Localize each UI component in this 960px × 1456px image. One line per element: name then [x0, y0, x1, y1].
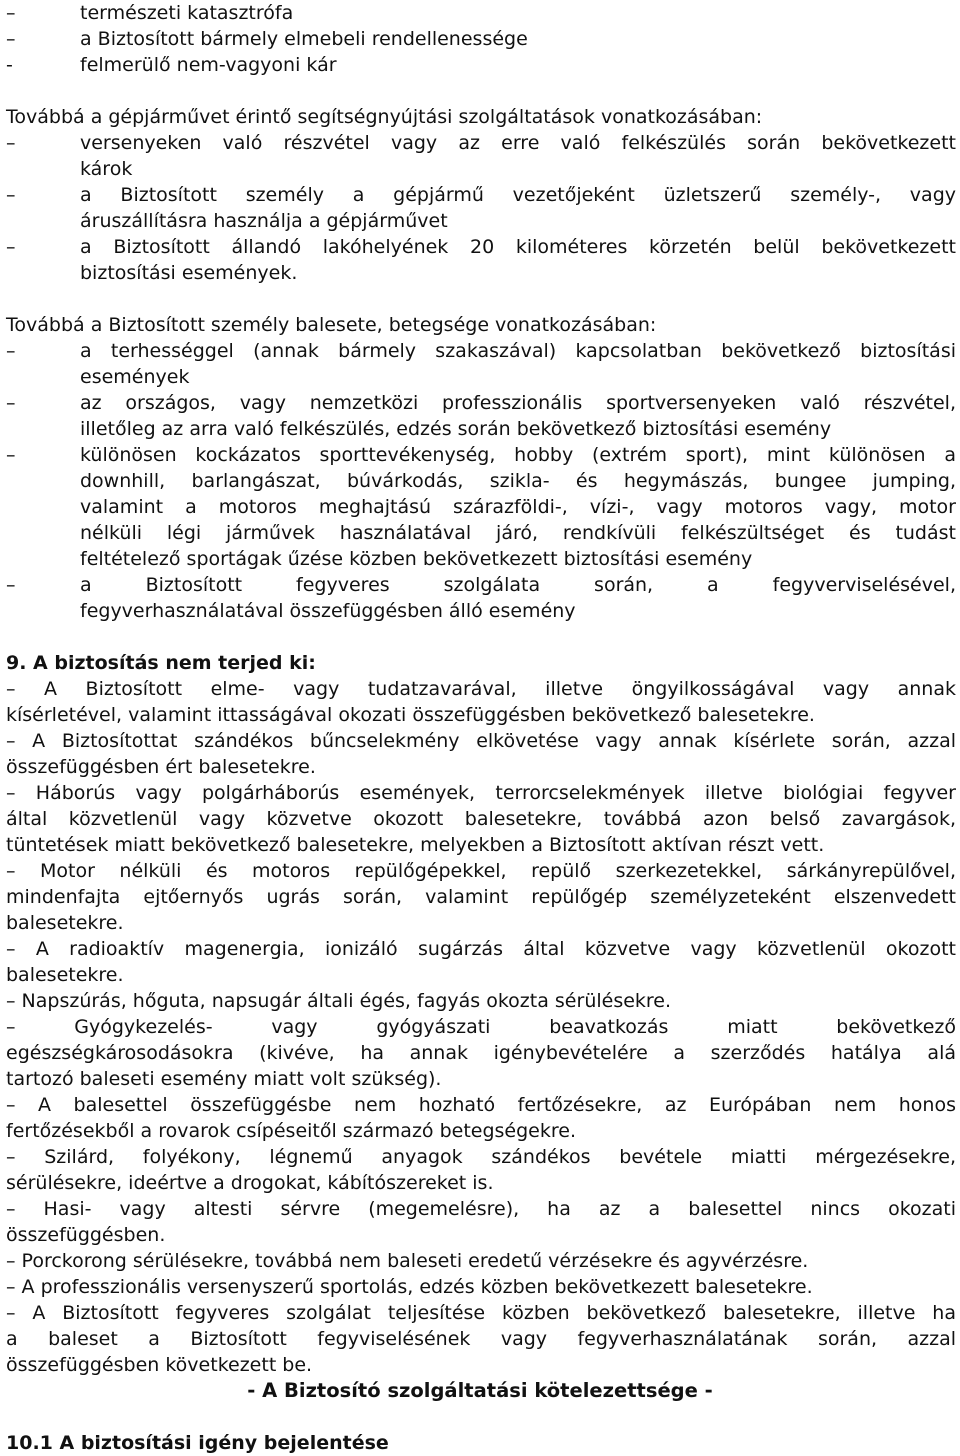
text-line: – A Biztosított elme- vagy tudatzavarával, illetve öngyilkosságával vagy annak: [6, 678, 956, 700]
text-line: valamint a motoros meghajtású szárazföldi-, vízi-, vagy motoros vagy, motor: [80, 496, 956, 518]
text-line: az országos, vagy nemzetközi professzionális sportversenyeken való részvétel,: [80, 392, 956, 414]
text-line: balesetekre.: [6, 912, 124, 934]
list-dash: –: [6, 444, 16, 466]
text-line: sérülésekre, ideértve a drogokat, kábítószereket is.: [6, 1172, 494, 1194]
text-line: összefüggésben.: [6, 1224, 166, 1246]
list-dash: –: [6, 392, 16, 414]
text-line: – Hasi- vagy altesti sérvre (megemelésre), ha az a balesettel nincs okozati: [6, 1198, 956, 1220]
text-line: a Biztosított személy a gépjármű vezetőjeként üzletszerű személy-, vagy: [80, 184, 956, 206]
list-dash: –: [6, 2, 16, 24]
text-line: – A radioaktív magenergia, ionizáló sugárzás által közvetve vagy közvetlenül okozott: [6, 938, 956, 960]
list-dash: -: [6, 54, 13, 76]
text-line: nélküli légi járművek használatával járó, rendkívüli felkészültséget és tudást: [80, 522, 956, 544]
text-line: – Háborús vagy polgárháborús események, terrorcselekmények illetve biológiai fegyver: [6, 782, 956, 804]
list-dash: –: [6, 28, 16, 50]
list-dash: –: [6, 184, 16, 206]
text-line: összefüggésben következett be.: [6, 1354, 313, 1376]
text-line: fertőzésekből a rovarok csípéseitől származó betegségekre.: [6, 1120, 576, 1142]
text-line: – Napszúrás, hőguta, napsugár általi égés, fagyás okozta sérülésekre.: [6, 990, 672, 1012]
text-line: egészségkárosodásokra (kivéve, ha annak igénybevételére a szerződés hatálya alá: [6, 1042, 956, 1064]
text-line: – A Biztosított fegyveres szolgálat teljesítése közben bekövetkező balesetekre, illetve ha: [6, 1302, 956, 1324]
text-line: a baleset a Biztosított fegyviselésének vagy fegyverhasználatának során, azzal: [6, 1328, 956, 1350]
text-line: – Szilárd, folyékony, légnemű anyagok szándékos bevétele miatti mérgezésekre,: [6, 1146, 956, 1168]
list-dash: –: [6, 574, 16, 596]
section-heading: - A Biztosító szolgáltatási kötelezettsége -: [247, 1379, 713, 1402]
list-dash: –: [6, 340, 16, 362]
text-line: – Porckorong sérülésekre, továbbá nem baleseti eredetű vérzésekre és agyvérzésre.: [6, 1250, 809, 1272]
text-line: – Gyógykezelés- vagy gyógyászati beavatkozás miatt bekövetkező: [6, 1016, 956, 1038]
text-line: tartozó baleseti esemény miatt volt szükség).: [6, 1068, 442, 1090]
text-line: események: [80, 366, 190, 388]
text-line: a terhességgel (annak bármely szakaszával) kapcsolatban bekövetkező biztosítási: [80, 340, 956, 362]
text-line: különösen kockázatos sporttevékenység, hobby (extrém sport), mint különösen a: [80, 444, 956, 466]
text-line: balesetekre.: [6, 964, 124, 986]
text-line: természeti katasztrófa: [80, 2, 294, 24]
text-line: – Motor nélküli és motoros repülőgépekkel, repülő szerkezetekkel, sárkányrepülővel,: [6, 860, 956, 882]
list-dash: –: [6, 236, 16, 258]
text-line: a Biztosított bármely elmebeli rendellenessége: [80, 28, 528, 50]
text-line: által közvetlenül vagy közvetve okozott balesetekre, továbbá azon belső zavargások,: [6, 808, 956, 830]
text-line: – A balesettel összefüggésbe nem hozható fertőzésekre, az Európában nem honos: [6, 1094, 956, 1116]
text-line: károk: [80, 158, 133, 180]
text-line: a Biztosított fegyveres szolgálata során, a fegyverviselésével,: [80, 574, 956, 596]
text-line: illetőleg az arra való felkészülés, edzés során bekövetkező biztosítási esemény: [80, 418, 832, 440]
text-line: versenyeken való részvétel vagy az erre való felkészülés során bekövetkezett: [80, 132, 956, 154]
list-dash: –: [6, 132, 16, 154]
text-line: áruszállításra használja a gépjárművet: [80, 210, 448, 232]
text-line: – A professzionális versenyszerű sportolás, edzés közben bekövetkezett balesetekre.: [6, 1276, 813, 1298]
text-line: downhill, barlangászat, búvárkodás, szikla- és hegymászás, bungee jumping,: [80, 470, 956, 492]
text-line: Továbbá a Biztosított személy balesete, betegsége vonatkozásában:: [6, 314, 657, 336]
text-line: feltételező sportágak űzése közben bekövetkezett biztosítási esemény: [80, 548, 753, 570]
text-line: tüntetések miatt bekövetkező balesetekre, melyekben a Biztosított aktívan részt vett.: [6, 834, 825, 856]
text-line: fegyverhasználatával összefüggésben álló esemény: [80, 600, 576, 622]
text-line: kísérletével, valamint ittasságával okozati összefüggésben bekövetkező balesetekre.: [6, 704, 815, 726]
subsection-heading: 10.1 A biztosítási igény bejelentése: [6, 1432, 389, 1454]
text-line: mindenfajta ejtőernyős ugrás során, valamint repülőgép személyzeteként elszenvedett: [6, 886, 956, 908]
text-line: – A Biztosítottat szándékos bűncselekmény elkövetése vagy annak kísérlete során, azzal: [6, 730, 956, 752]
section-title: 9. A biztosítás nem terjed ki:: [6, 652, 316, 674]
text-line: összefüggésben ért balesetekre.: [6, 756, 316, 778]
text-line: biztosítási események.: [80, 262, 298, 284]
text-line: a Biztosított állandó lakóhelyének 20 kilométeres körzetén belül bekövetkezett: [80, 236, 956, 258]
text-line: Továbbá a gépjárművet érintő segítségnyújtási szolgáltatások vonatkozásában:: [6, 106, 763, 128]
text-line: felmerülő nem-vagyoni kár: [80, 54, 337, 76]
